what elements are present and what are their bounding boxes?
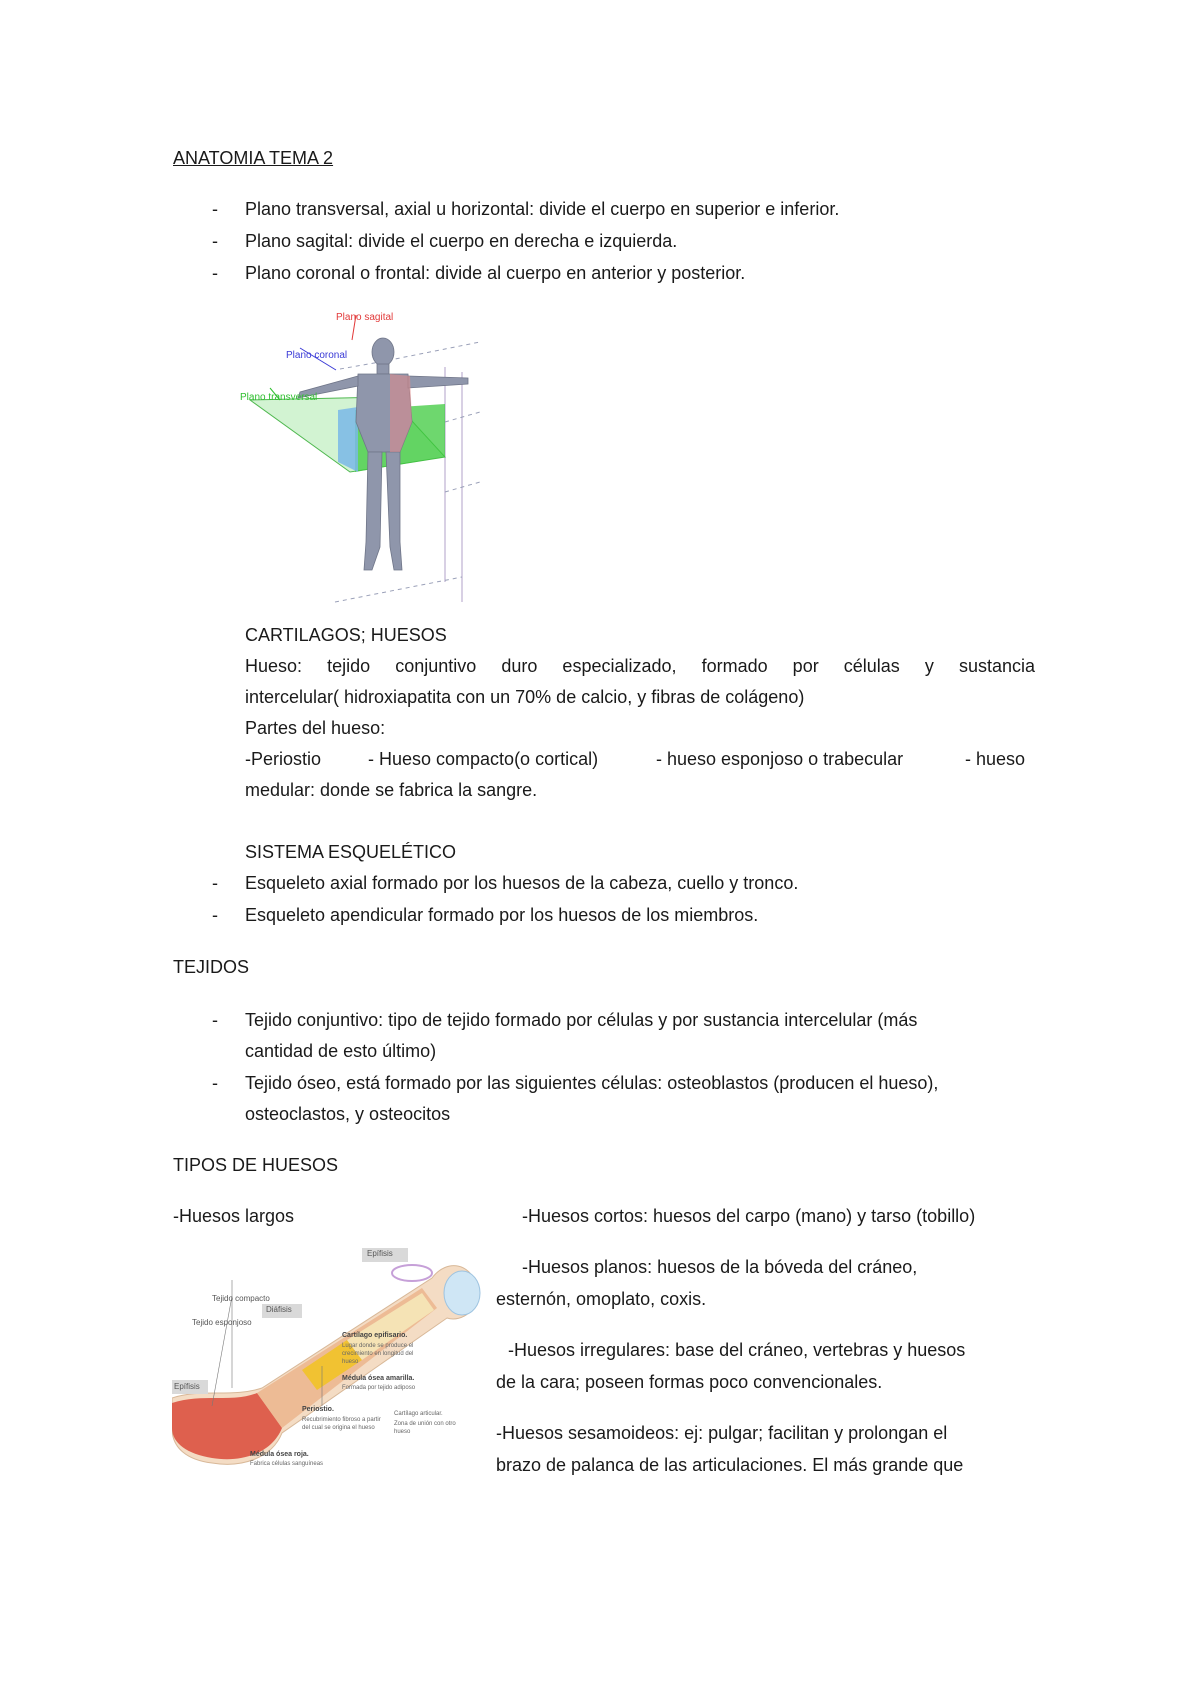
hueso-definition-line2: intercelular( hidroxiapatita con un 70% de calcio, y fibras de colágeno)	[245, 687, 805, 707]
section-heading-esqueletico: SISTEMA ESQUELÉTICO	[245, 842, 457, 862]
bone-label-tejido-compacto: Tejido compacto	[212, 1294, 270, 1303]
list-dash: -	[212, 1073, 218, 1093]
label-plano-transversal: Plano transversal	[240, 392, 318, 403]
label-plano-coronal: Plano coronal	[286, 350, 348, 361]
bone-label-medula-roja: Médula ósea roja.	[250, 1451, 309, 1458]
list-item-continuation: osteoclastos, y osteocitos	[245, 1104, 451, 1124]
bone-label-diafisis: Diáfisis	[266, 1305, 292, 1314]
bone-label-tejido-esponjoso: Tejido esponjoso	[192, 1318, 252, 1327]
list-item: Tejido conjuntivo: tipo de tejido formado por células y por sustancia intercelular (más	[245, 1010, 918, 1030]
anatomical-planes-figure	[240, 312, 490, 612]
list-dash: -	[212, 263, 218, 283]
huesos-sesamoideos-line1: -Huesos sesamoideos: ej: pulgar; facilitan y prolongan el	[496, 1423, 948, 1443]
long-bone-figure	[172, 1248, 482, 1478]
hueso-definition-line1: Hueso: tejido conjuntivo duro especializado, formado por células y sustancia	[245, 656, 1035, 676]
list-item: Plano coronal o frontal: divide al cuerpo en anterior y posterior.	[245, 263, 746, 283]
bone-label-cartilago-epifisario: Cartílago epifisario.	[342, 1332, 408, 1339]
part-periostio: -Periostio	[245, 749, 322, 769]
list-dash: -	[212, 905, 218, 925]
part-medular: - hueso	[965, 749, 1026, 769]
huesos-irregulares-line1: -Huesos irregulares: base del cráneo, vertebras y huesos	[508, 1340, 966, 1360]
page-title: ANATOMIA TEMA 2	[173, 148, 334, 168]
part-compacto: - Hueso compacto(o cortical)	[368, 749, 599, 769]
partes-heading: Partes del hueso:	[245, 718, 386, 738]
section-heading-cartilagos: CARTILAGOS; HUESOS	[245, 625, 447, 645]
bone-label-cartilago-articular-desc: Zona de unión con otro hueso	[394, 1421, 456, 1435]
bone-label-medula-amarilla: Médula ósea amarilla.	[342, 1375, 415, 1382]
list-item: Plano sagital: divide el cuerpo en derecha e izquierda.	[245, 231, 678, 251]
list-item: Esqueleto axial formado por los huesos de la cabeza, cuello y tronco.	[245, 873, 799, 893]
bone-label-medula-amarilla-desc: Formada por tejido adiposo	[342, 1385, 416, 1391]
section-heading-tejidos: TEJIDOS	[173, 957, 250, 977]
bone-label-medula-roja-desc: Fabrica células sanguíneas	[250, 1461, 324, 1467]
bone-label-periostio-desc: Recubrimiento fibroso a partir del cual se origina el hueso	[302, 1417, 381, 1431]
section-heading-tipos: TIPOS DE HUESOS	[173, 1155, 339, 1175]
parts-line2: medular: donde se fabrica la sangre.	[245, 780, 538, 800]
bone-label-cartilago-epifisario-desc: Lugar donde se produce el crecimiento en longitud del hueso	[342, 1343, 414, 1365]
list-dash: -	[212, 873, 218, 893]
huesos-largos: -Huesos largos	[173, 1206, 295, 1226]
list-dash: -	[212, 1010, 218, 1030]
bone-label-epifisis-top: Epífisis	[367, 1249, 393, 1258]
bone-label-epifisis-left: Epífisis	[174, 1382, 200, 1391]
list-item: Esqueleto apendicular formado por los huesos de los miembros.	[245, 905, 759, 925]
list-dash: -	[212, 199, 218, 219]
list-dash: -	[212, 231, 218, 251]
part-esponjoso: - hueso esponjoso o trabecular	[656, 749, 904, 769]
huesos-planos-line2: esternón, omoplato, coxis.	[496, 1289, 707, 1309]
huesos-irregulares-line2: de la cara; poseen formas poco convencionales.	[496, 1372, 883, 1392]
huesos-planos-line1: -Huesos planos: huesos de la bóveda del cráneo,	[522, 1257, 918, 1277]
bone-label-cartilago-articular: Cartílago articular.	[394, 1411, 443, 1417]
huesos-sesamoideos-line2: brazo de palanca de las articulaciones. El más grande que	[496, 1455, 964, 1475]
huesos-cortos: -Huesos cortos: huesos del carpo (mano) y tarso (tobillo)	[522, 1206, 976, 1226]
list-item: Plano transversal, axial u horizontal: divide el cuerpo en superior e inferior.	[245, 199, 840, 219]
label-plano-sagital: Plano sagital	[336, 312, 394, 323]
bone-label-periostio: Periostio.	[302, 1406, 334, 1413]
list-item: Tejido óseo, está formado por las siguientes células: osteoblastos (producen el hueso),	[245, 1073, 939, 1093]
list-item-continuation: cantidad de esto último)	[245, 1041, 437, 1061]
